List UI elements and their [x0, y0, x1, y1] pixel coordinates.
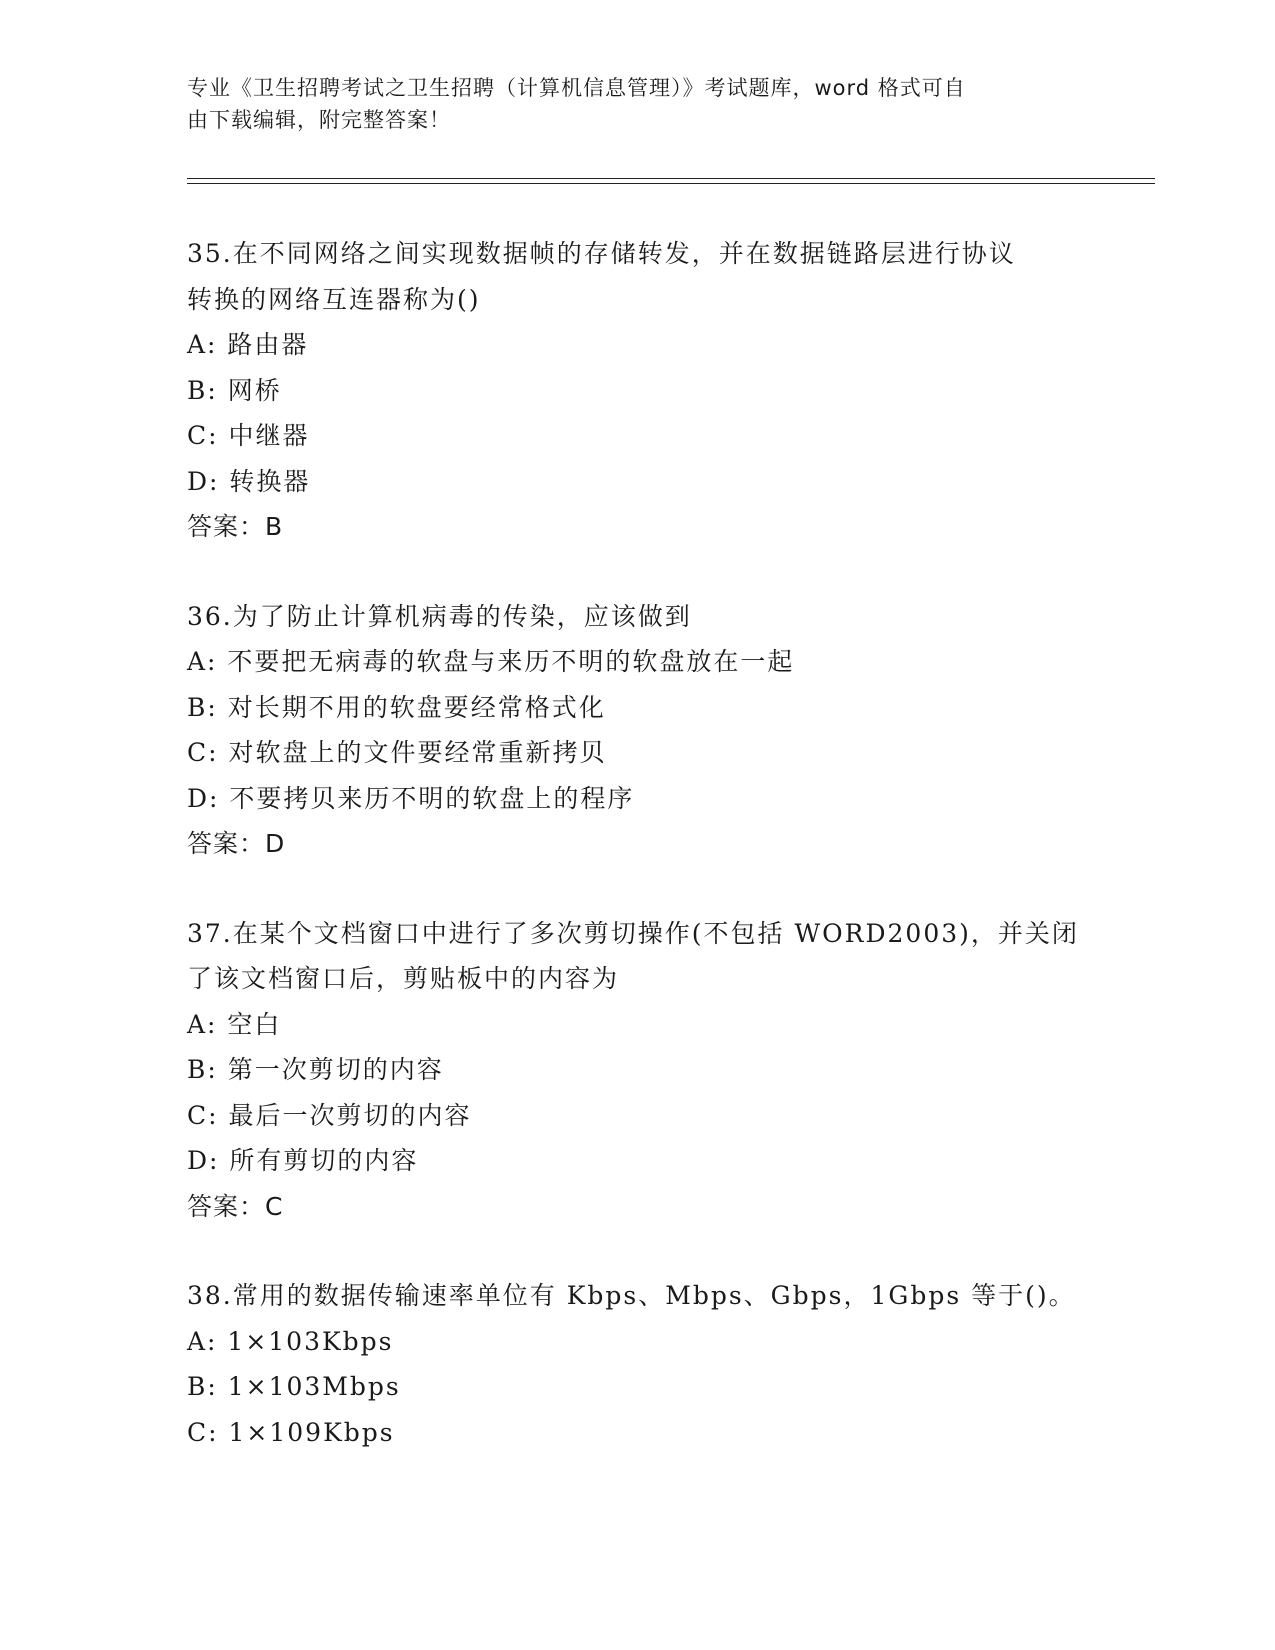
- question-title-line: 37.在某个文档窗口中进行了多次剪切操作(不包括 WORD2003)，并关闭: [187, 918, 1079, 948]
- option-d: D: 不要拷贝来历不明的软盘上的程序: [187, 783, 635, 813]
- option-c: C: 对软盘上的文件要经常重新拷贝: [187, 738, 607, 767]
- question-38: [187, 1273, 1087, 1455]
- question-title-line: 35.在不同网络之间实现数据帧的存储转发，并在数据链路层进行协议: [187, 239, 1016, 268]
- question-title-line: 36.为了防止计算机病毒的传染，应该做到: [187, 601, 692, 631]
- question-list: [187, 231, 1087, 1455]
- header-divider-top: [187, 178, 1155, 179]
- option-d: D: 所有剪切的内容: [187, 1146, 419, 1175]
- option-b: B: 网桥: [187, 375, 282, 405]
- option-a: A: 不要把无病毒的软盘与来历不明的软盘放在一起: [187, 647, 795, 676]
- option-a: A: 1×103Kbps: [187, 1326, 394, 1356]
- header-intro-line-1: 专业《卫生招聘考试之卫生招聘（计算机信息管理）》考试题库，word 格式可自: [187, 76, 966, 100]
- question-37: [187, 911, 1087, 1230]
- answer-label: 答案：D: [187, 829, 286, 858]
- option-b: B: 对长期不用的软盘要经常格式化: [187, 692, 606, 722]
- answer-label: 答案：B: [187, 512, 284, 541]
- question-title-line: 了该文档窗口后，剪贴板中的内容为: [187, 964, 620, 993]
- option-b: B: 1×103Mbps: [187, 1372, 401, 1401]
- option-a: A: 路由器: [187, 330, 309, 359]
- option-c: C: 1×109Kbps: [187, 1417, 395, 1447]
- header-divider-bottom: [187, 183, 1155, 184]
- option-d: D: 转换器: [187, 466, 311, 496]
- question-title-line: 38.常用的数据传输速率单位有 Kbps、Mbps、Gbps，1Gbps 等于()。: [187, 1281, 1076, 1310]
- option-c: C: 最后一次剪切的内容: [187, 1100, 472, 1130]
- answer-label: 答案：C: [187, 1191, 284, 1221]
- document-header: [187, 72, 1067, 136]
- option-b: B: 第一次剪切的内容: [187, 1055, 444, 1084]
- header-intro-line-2: 由下载编辑，附完整答案！: [187, 108, 451, 132]
- option-a: A: 空白: [187, 1009, 282, 1039]
- question-35: [187, 231, 1087, 550]
- question-title-line: 转换的网络互连器称为(): [187, 284, 481, 314]
- question-36: [187, 594, 1087, 867]
- option-c: C: 中继器: [187, 421, 310, 450]
